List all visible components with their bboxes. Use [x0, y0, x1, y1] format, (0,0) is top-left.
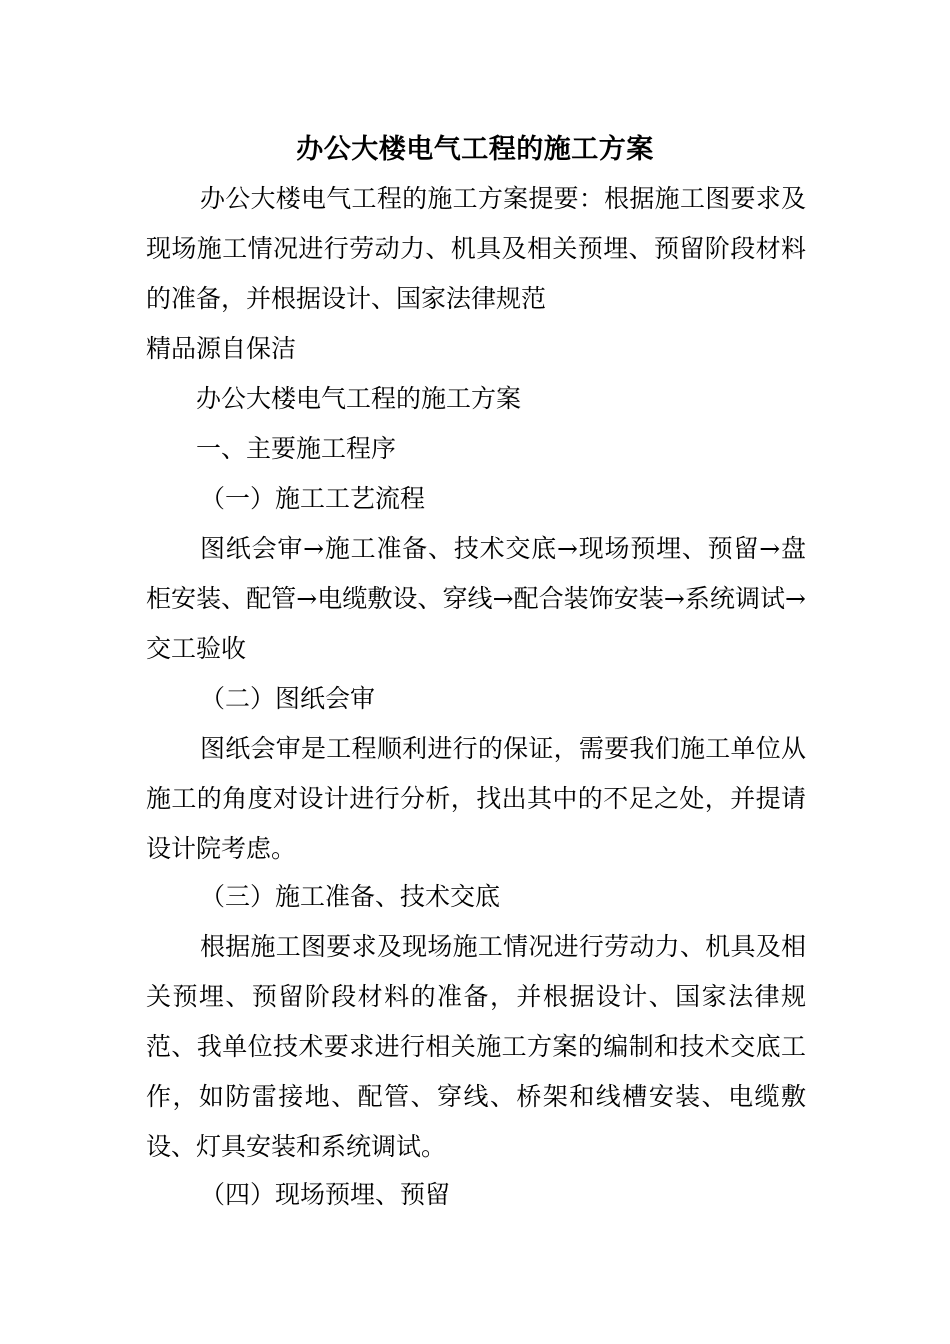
- subsection-heading-drawing-review: （二）图纸会审: [200, 684, 376, 713]
- process-flow-paragraph: 图纸会审→施工准备、技术交底→现场预埋、预留→盘柜安装、配管→电缆敷设、穿线→配合装饰安装→系统调试→交工验收: [146, 534, 806, 663]
- preparation-paragraph: 根据施工图要求及现场施工情况进行劳动力、机具及相关预埋、预留阶段材料的准备，并根据设计、国家法律规范、我单位技术要求进行相关施工方案的编制和技术交底工作，如防雷接地、配管、穿线、桥架和线槽安装、电缆敷设、灯具安装和系统调试。: [146, 932, 806, 1161]
- document-title: 办公大楼电气工程的施工方案: [296, 134, 654, 165]
- source-note: 精品源自保洁: [146, 334, 297, 363]
- summary-paragraph: 办公大楼电气工程的施工方案提要：根据施工图要求及现场施工情况进行劳动力、机具及相关预埋、预留阶段材料的准备，并根据设计、国家法律规范: [146, 184, 806, 313]
- subtitle: 办公大楼电气工程的施工方案: [196, 384, 522, 413]
- subsection-heading-preparation: （三）施工准备、技术交底: [200, 882, 501, 911]
- subsection-heading-embedding: （四）现场预埋、预留: [200, 1180, 451, 1209]
- section-heading-main-procedure: 一、主要施工程序: [196, 434, 397, 463]
- subsection-heading-process-flow: （一）施工工艺流程: [200, 484, 426, 513]
- drawing-review-paragraph: 图纸会审是工程顺利进行的保证，需要我们施工单位从施工的角度对设计进行分析，找出其中的不足之处，并提请设计院考虑。: [146, 734, 806, 863]
